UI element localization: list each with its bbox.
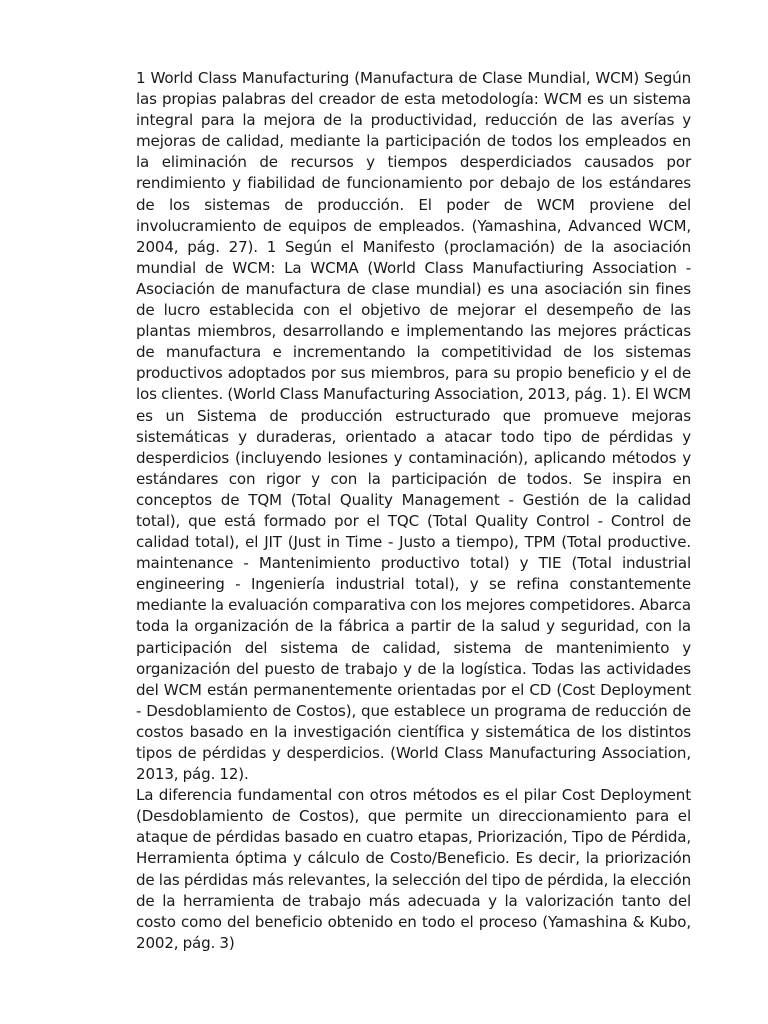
body-paragraph-1: 1 World Class Manufacturing (Manufactura de Clase Mundial, WCM) Según las propias palabras del creador de esta metodología: WCM es un sistema integral para la mejora de la productividad, reducción de las averías y mejoras de calidad, mediante la participación de todos los empleados en la eliminación de recursos y tiempos desperdiciados causados por rendimiento y fiabilidad de funcionamiento por debajo de los estándares de los sistemas de producción. El poder de WCM proviene del involucramiento de equipos de empleados. (Yamashina, Advanced WCM, 2004, pág. 27). 1 Según el Manifesto (proclamación) de la asociación mundial de WCM: La WCMA (World Class Manufactiuring Association - Asociación de manufactura de clase mundial) es una asociación sin fines de lucro establecida con el objetivo de mejorar el desempeño de las plantas miembros, desarrollando e implementando las mejores prácticas de manufactura e incrementando la competitividad de los sistemas productivos adoptados por sus miembros, para su propio beneficio y el de los clientes. (World Class Manufacturing Association, 2013, pág. 1). El WCM es un Sistema de producción estructurado que promueve mejoras sistemáticas y duraderas, orientado a atacar todo tipo de pérdidas y desperdicios (incluyendo lesiones y contaminación), aplicando métodos y estándares con rigor y con la participación de todos. Se inspira en conceptos de TQM (Total Quality Management - Gestión de la calidad total), que está formado por el TQC (Total Quality Control - Control de calidad total), el JIT (Just in Time - Justo a tiempo), TPM (Total productive. maintenance - Mantenimiento productivo total) y TIE (Total industrial engineering - Ingeniería industrial total), y se refina constantemente mediante la evaluación comparativa con los mejores competidores. Abarca toda la organización de la fábrica a partir de la salud y seguridad, con la participación del sistema de calidad, sistema de mantenimiento y organización del puesto de trabajo y de la logística. Todas las actividades del WCM están permanentemente orientadas por el CD (Cost Deployment - Desdoblamiento de Costos), que establece un programa de reducción de costos basado en la investigación científica y sistemática de los distintos tipos de pérdidas y desperdicios. (World Class Manufacturing Association, 2013, pág. 12).: [136, 69, 691, 784]
body-paragraph-2: La diferencia fundamental con otros métodos es el pilar Cost Deployment (Desdoblamiento de Costos), que permite un direccionamiento para el ataque de pérdidas basado en cuatro etapas, Priorización, Tipo de Pérdida, Herramienta óptima y cálculo de Costo/Beneficio. Es decir, la priorización de las pérdidas más relevantes, la selección del tipo de pérdida, la elección de la herramienta de trabajo más adecuada y la valorización tanto del costo como del beneficio obtenido en todo el proceso (Yamashina & Kubo, 2002, pág. 3): [136, 786, 691, 952]
document-page: [136, 68, 691, 954]
